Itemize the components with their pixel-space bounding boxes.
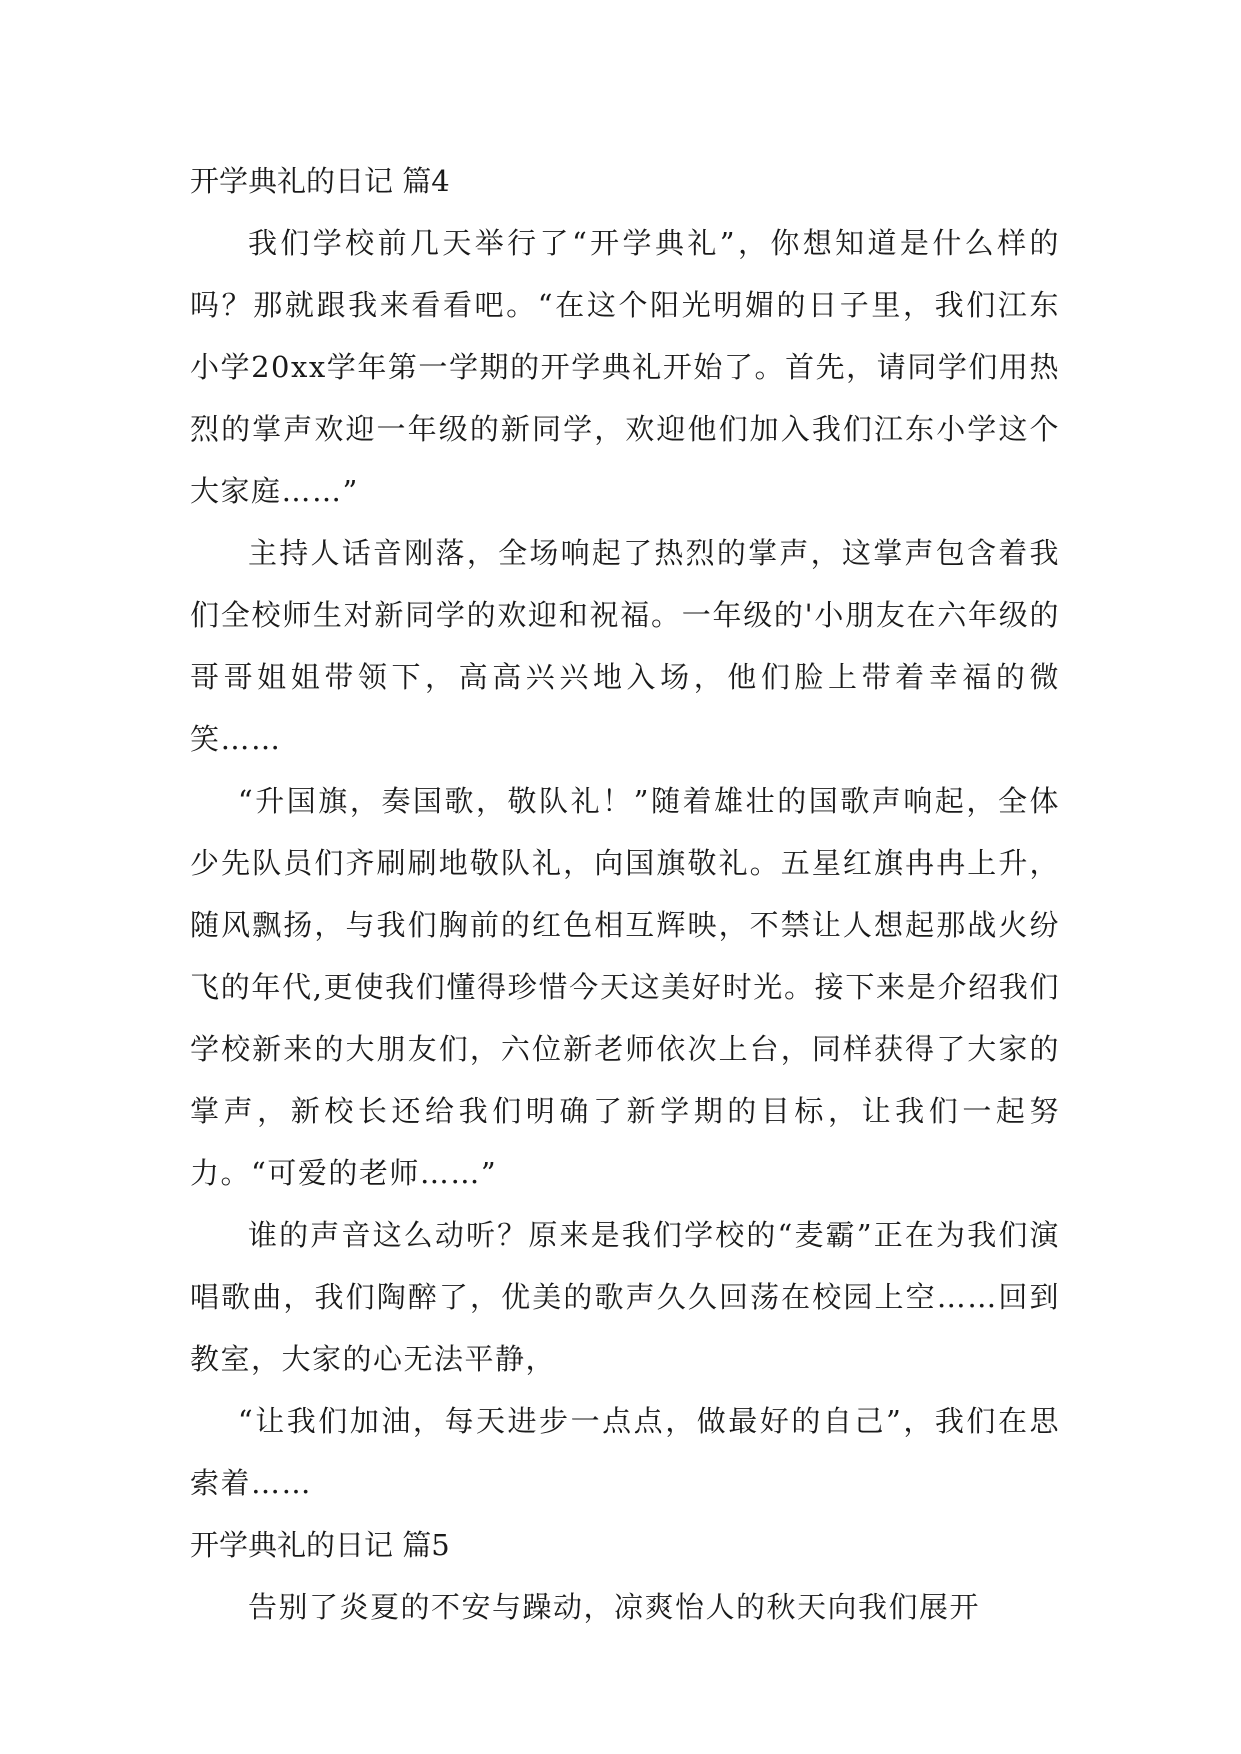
section-heading: 开学典礼的日记 篇5 xyxy=(190,1528,450,1562)
document-page xyxy=(190,150,1060,1638)
paragraph: 谁的声音这么动听？原来是我们学校的“麦霸”正在为我们演唱歌曲，我们陶醉了，优美的歌声久久回荡在校园上空……回到教室，大家的心无法平静， xyxy=(190,1218,1060,1376)
paragraph: “让我们加油，每天进步一点点，做最好的自己”，我们在思索着…… xyxy=(190,1404,1060,1500)
section-heading: 开学典礼的日记 篇4 xyxy=(190,164,450,198)
paragraph: “升国旗，奏国歌，敬队礼！”随着雄壮的国歌声响起，全体少先队员们齐刷刷地敬队礼，向国旗敬礼。五星红旗冉冉上升，随风飘扬，与我们胸前的红色相互辉映，不禁让人想起那战火纷飞的年代,更使我们懂得珍惜今天这美好时光。接下来是介绍我们学校新来的大朋友们，六位新老师依次上台，同样获得了大家的掌声，新校长还给我们明确了新学期的目标，让我们一起努力。“可爱的老师……” xyxy=(190,784,1060,1190)
paragraph: 告别了炎夏的不安与躁动，凉爽怡人的秋天向我们展开 xyxy=(248,1590,981,1624)
paragraph: 主持人话音刚落，全场响起了热烈的掌声，这掌声包含着我们全校师生对新同学的欢迎和祝福。一年级的'小朋友在六年级的哥哥姐姐带领下，高高兴兴地入场，他们脸上带着幸福的微笑…… xyxy=(190,536,1060,756)
paragraph: 我们学校前几天举行了“开学典礼”，你想知道是什么样的吗？那就跟我来看看吧。“在这个阳光明媚的日子里，我们江东小学20xx学年第一学期的开学典礼开始了。首先，请同学们用热烈的掌声欢迎一年级的新同学，欢迎他们加入我们江东小学这个大家庭……” xyxy=(190,226,1060,508)
